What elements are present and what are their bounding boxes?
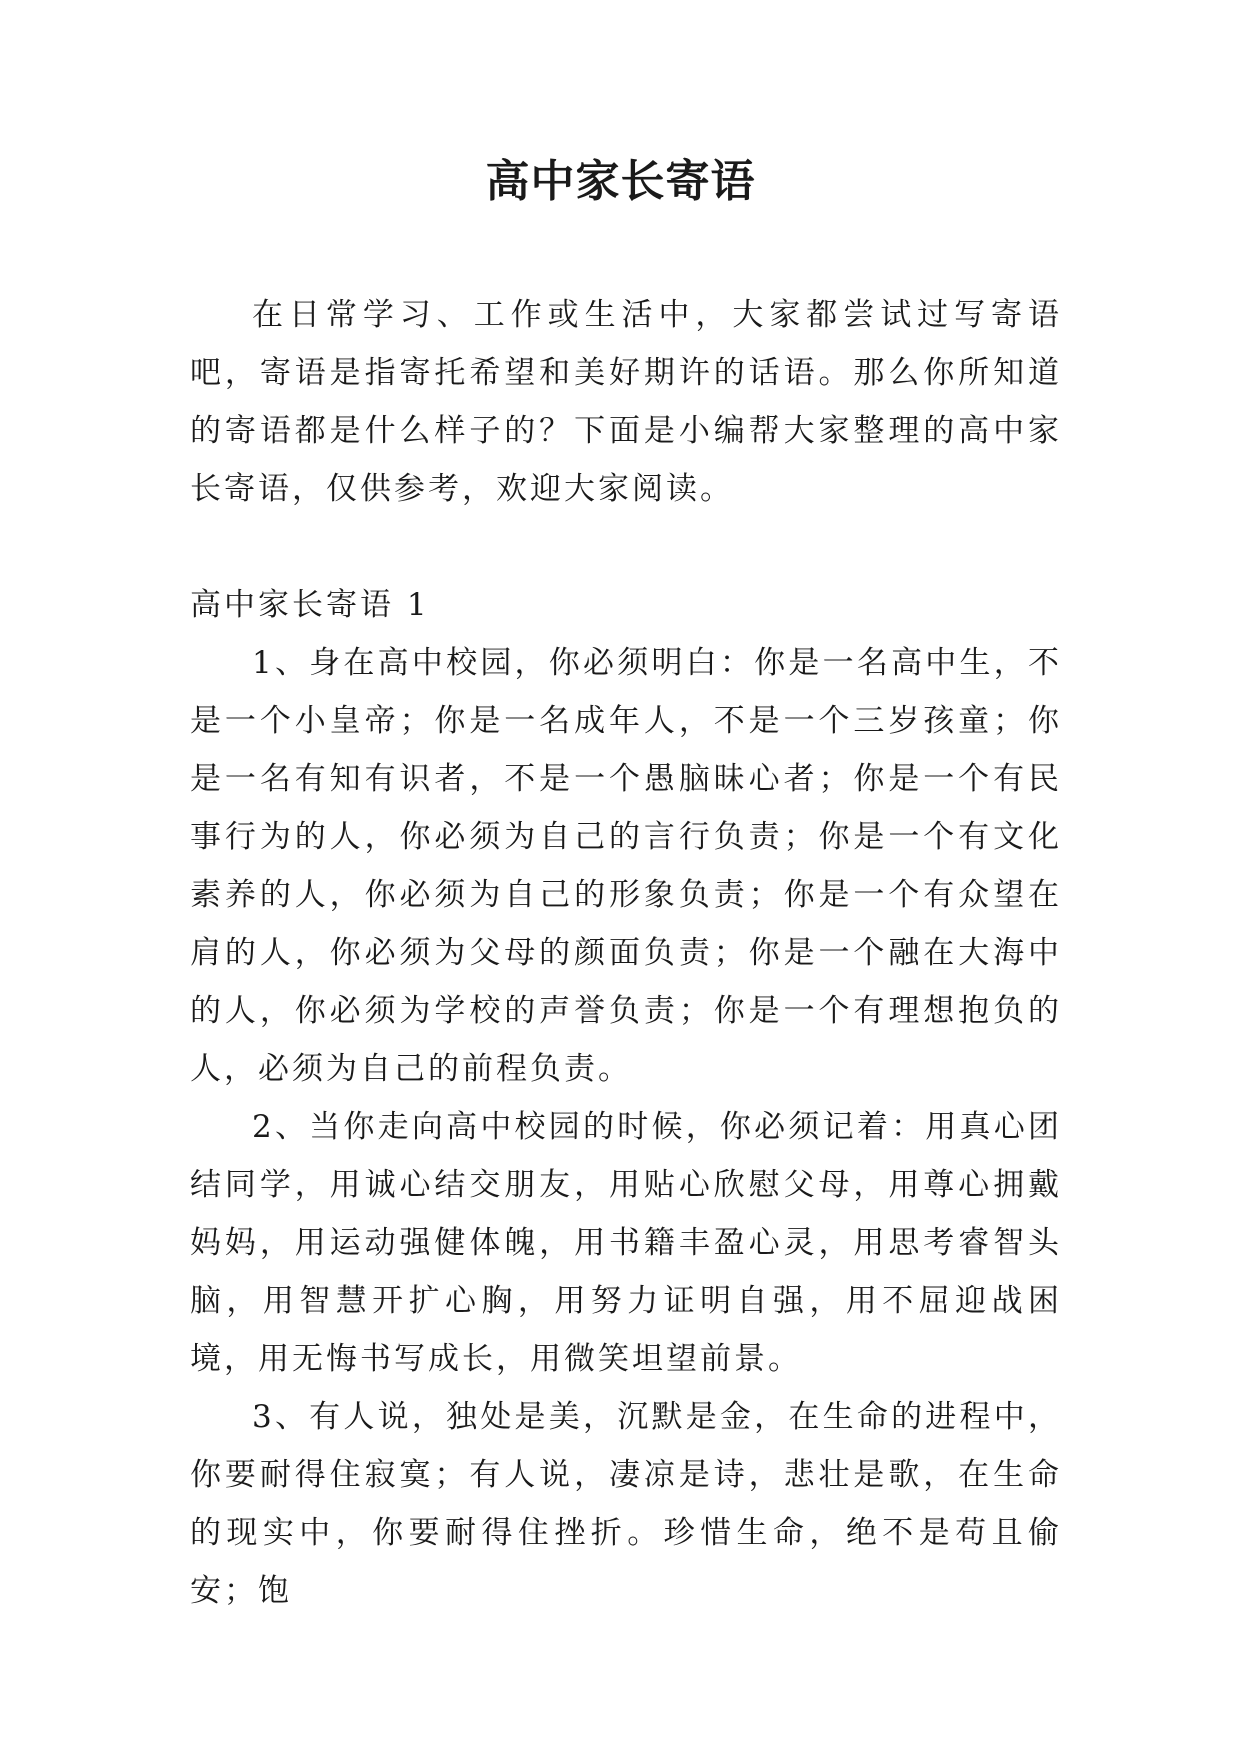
paragraph-1: 1、身在高中校园，你必须明白：你是一名高中生，不是一个小皇帝；你是一名成年人，不是一个三岁孩童；你是一名有知有识者，不是一个愚脑昧心者；你是一个有民事行为的人，你必须为自己的言行负责；你是一个有文化素养的人，你必须为自己的形象负责；你是一个有众望在肩的人，你必须为父母的颜面负责；你是一个融在大海中的人，你必须为学校的声誉负责；你是一个有理想抱负的人，必须为自己的前程负责。 bbox=[190, 645, 1062, 1087]
section-heading: 高中家长寄语 1 bbox=[190, 587, 430, 623]
document-body bbox=[190, 286, 1062, 1620]
intro-paragraph: 在日常学习、工作或生活中，大家都尝试过写寄语吧，寄语是指寄托希望和美好期许的话语。那么你所知道的寄语都是什么样子的？下面是小编帮大家整理的高中家长寄语，仅供参考，欢迎大家阅读。 bbox=[190, 297, 1062, 507]
paragraph-2: 2、当你走向高中校园的时候，你必须记着：用真心团结同学，用诚心结交朋友，用贴心欣慰父母，用尊心拥戴妈妈，用运动强健体魄，用书籍丰盈心灵，用思考睿智头脑，用智慧开扩心胸，用努力证明自强，用不屈迎战困境，用无悔书写成长，用微笑坦望前景。 bbox=[190, 1109, 1062, 1377]
paragraph-3: 3、有人说，独处是美，沉默是金，在生命的进程中，你要耐得住寂寞；有人说，凄凉是诗，悲壮是歌，在生命的现实中，你要耐得住挫折。珍惜生命，绝不是苟且偷安；饱 bbox=[190, 1399, 1062, 1609]
document-title: 高中家长寄语 bbox=[485, 156, 756, 207]
paragraph-spacer bbox=[190, 518, 1062, 576]
